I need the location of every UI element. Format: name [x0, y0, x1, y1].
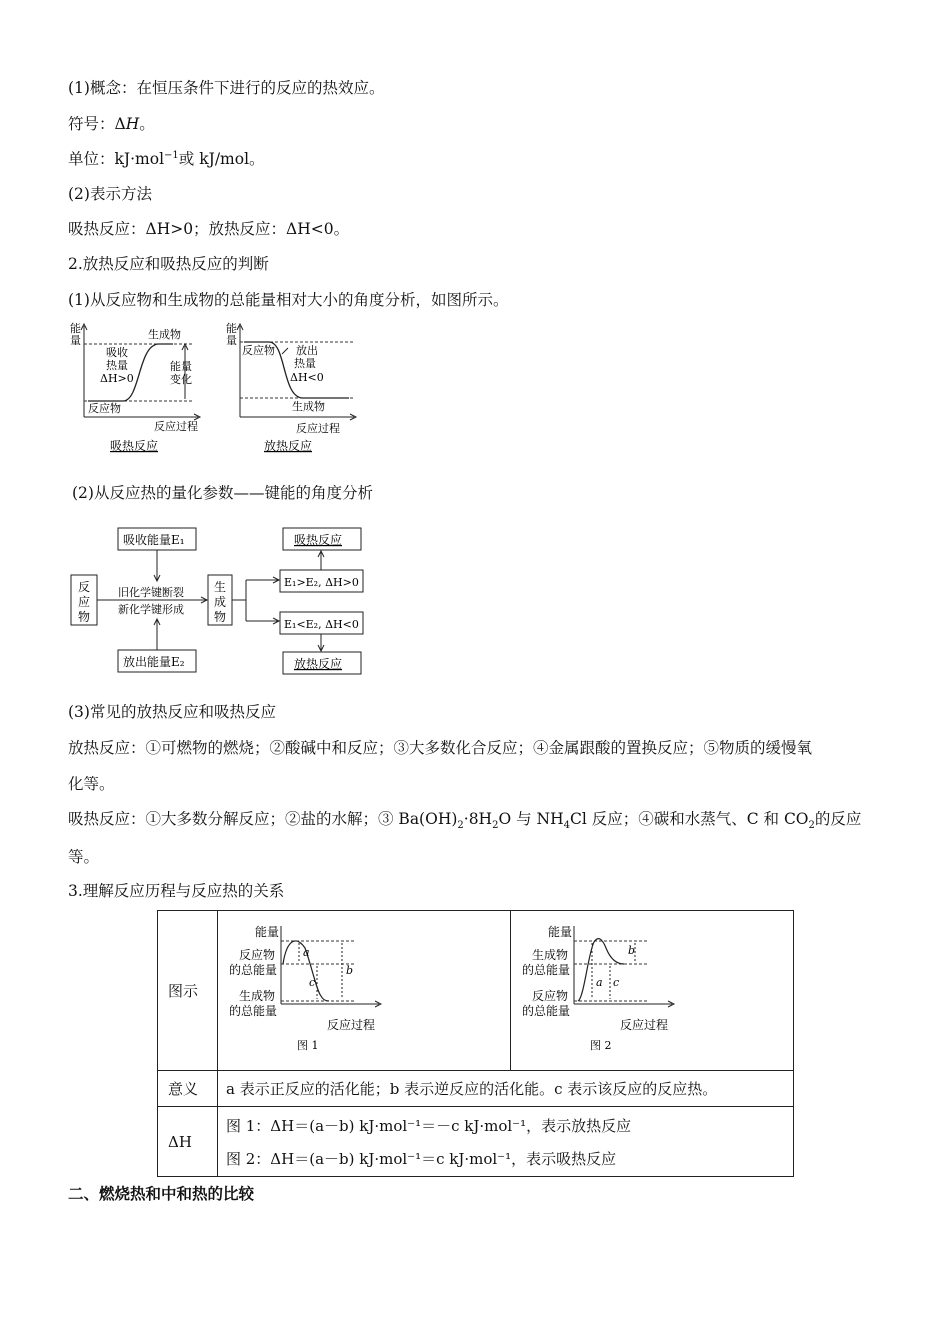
g1-a: a: [303, 945, 310, 959]
endo-absorb-3: ΔH>0: [100, 372, 134, 385]
endo-examples-line: [68, 807, 861, 831]
endo-ex-d: Cl 反应；④碳和水蒸气、C 和 CO: [569, 810, 809, 828]
g2-c: c: [613, 975, 620, 989]
y-label-top: 能: [226, 322, 237, 335]
cond2-label: E₁<E₂, ΔH<0: [284, 618, 359, 631]
endo-change-1: 能量: [170, 360, 192, 373]
energy-angle-line: (1)从反应物和生成物的总能量相对大小的角度分析，如图所示。: [68, 291, 509, 309]
energy-diagrams: [68, 318, 368, 458]
method-heading: (2)表示方法: [68, 185, 152, 203]
bond-energy-flowchart: [68, 520, 378, 680]
exo-result: 放热反应: [294, 657, 343, 671]
y-label-bottom: 量: [70, 334, 81, 347]
symbol-h: H: [125, 115, 140, 133]
symbol-prefix: 符号：Δ: [68, 115, 126, 133]
g2-top-label: 生成物: [532, 947, 569, 962]
symbol-end: 。: [139, 115, 155, 133]
unit-prefix: 单位：kJ·mol: [68, 150, 165, 168]
g1-bottom-label: 生成物: [239, 988, 276, 1003]
g1-c: c: [309, 975, 316, 989]
endo-ex-s3: 4: [563, 820, 570, 832]
y-label-bottom: 量: [226, 334, 237, 347]
g2-bottom-label-2: 的总能量: [522, 1003, 571, 1018]
delta-h-line-2: 图 2：ΔH＝(a－b) kJ·mol⁻¹＝c kJ·mol⁻¹，表示吸热反应: [226, 1149, 617, 1168]
exo-examples-line: 放热反应：①可燃物的燃烧；②酸碱中和反应；③大多数化合反应；④金属跟酸的置换反应；⑤物质的缓慢氧: [68, 739, 813, 757]
table-head-cell: ΔH: [158, 1107, 218, 1177]
concept-line: (1)概念：在恒压条件下进行的反应的热效应。: [68, 79, 385, 97]
unit-line: [68, 147, 265, 169]
endo-ex-s2: 2: [492, 820, 499, 832]
unit-sup: −1: [164, 149, 179, 161]
g2-caption: 图 2: [590, 1038, 612, 1052]
table-head-cell: 意义: [158, 1071, 218, 1107]
endo-ex-s4: 2: [808, 820, 815, 832]
endo-ex-c: O 与 NH: [498, 810, 564, 828]
cond1-label: E₁>E₂, ΔH>0: [284, 576, 359, 589]
table-row: [158, 911, 794, 1071]
g2-b: b: [628, 943, 636, 957]
meaning-cell: a 表示正反应的活化能；b 表示逆反应的活化能。c 表示该反应的反应热。: [218, 1071, 794, 1107]
product-char-1: 生: [214, 580, 227, 594]
graph-2: [512, 914, 792, 1064]
g2-a: a: [596, 975, 603, 989]
reactant-char-1: 反: [78, 580, 91, 594]
table-row: [158, 1071, 794, 1107]
method-line: 吸热反应：ΔH>0；放热反应：ΔH<0。: [68, 220, 350, 238]
endo-ex-b: ·8H: [463, 810, 493, 828]
exo-release-1: 放出: [296, 344, 318, 357]
exo-reactant-label: 反应物: [242, 344, 275, 357]
exothermic-diagram: [226, 321, 356, 453]
delta-h-cell: [218, 1107, 794, 1177]
endo-ex-s1: 2: [457, 820, 464, 832]
exo-examples-cont: 化等。: [68, 775, 115, 793]
endo-ex-e: 的反应: [814, 810, 862, 828]
endo-caption: 吸热反应: [110, 439, 159, 453]
reactant-char-3: 物: [78, 610, 91, 624]
exo-release-3: ΔH<0: [290, 371, 324, 384]
bond-energy-line: (2)从反应热的量化参数——键能的角度分析: [72, 484, 373, 502]
endo-absorb-2: 热量: [106, 359, 128, 372]
y-label-top: 能: [70, 322, 81, 335]
exo-product-label: 生成物: [292, 400, 325, 413]
exo-x-axis-label: 反应过程: [296, 422, 340, 435]
g2-bottom-label: 反应物: [532, 988, 569, 1003]
exo-release-2: 热量: [294, 357, 316, 370]
endo-product-label: 生成物: [148, 328, 181, 341]
g2-x-axis: 反应过程: [620, 1017, 669, 1032]
g1-y-label: 能量: [255, 924, 280, 939]
g1-bottom-label-2: 的总能量: [229, 1003, 278, 1018]
graph2-cell: [511, 911, 794, 1071]
mid-label-1: 旧化学键断裂: [118, 586, 184, 599]
g1-top-label: 反应物: [239, 947, 276, 962]
endo-x-axis-label: 反应过程: [154, 420, 198, 433]
g2-top-label-2: 的总能量: [522, 962, 571, 977]
graph-1: [219, 914, 509, 1064]
mid-label-2: 新化学键形成: [118, 603, 184, 616]
delta-h-line-1: 图 1：ΔH＝(a－b) kJ·mol⁻¹＝－c kJ·mol⁻¹，表示放热反应: [226, 1116, 632, 1135]
endo-ex-a: 吸热反应：①大多数分解反应；②盐的水解；③ Ba(OH): [68, 810, 458, 828]
absorb-label: 吸收能量E₁: [123, 533, 185, 547]
product-char-2: 成: [214, 595, 227, 609]
unit-suffix: 或 kJ/mol。: [178, 150, 265, 168]
g1-b: b: [346, 963, 354, 977]
product-char-3: 物: [214, 610, 227, 624]
g2-y-label: 能量: [548, 924, 573, 939]
table-head-cell: 图示: [158, 911, 218, 1071]
g1-caption: 图 1: [297, 1038, 319, 1052]
endothermic-diagram: [70, 321, 200, 453]
g1-top-label-2: 的总能量: [229, 962, 278, 977]
section-two-heading: 二、燃烧热和中和热的比较: [68, 1184, 255, 1203]
endo-absorb-1: 吸收: [106, 346, 128, 359]
release-label: 放出能量E₂: [123, 655, 185, 669]
section-3-heading: 3.理解反应历程与反应热的关系: [68, 882, 285, 900]
endo-result: 吸热反应: [294, 533, 343, 547]
section-2-heading: 2.放热反应和吸热反应的判断: [68, 255, 269, 273]
table-row: [158, 1107, 794, 1177]
relation-table: [157, 910, 794, 1177]
exo-caption: 放热反应: [264, 439, 313, 453]
g1-x-axis: 反应过程: [327, 1017, 376, 1032]
common-reactions-heading: (3)常见的放热反应和吸热反应: [68, 703, 276, 721]
graph1-cell: [218, 911, 511, 1071]
endo-examples-cont: 等。: [68, 848, 100, 866]
symbol-line: [68, 112, 155, 134]
endo-reactant-label: 反应物: [88, 402, 121, 415]
endo-change-2: 变化: [170, 373, 192, 386]
reactant-char-2: 应: [78, 595, 91, 609]
